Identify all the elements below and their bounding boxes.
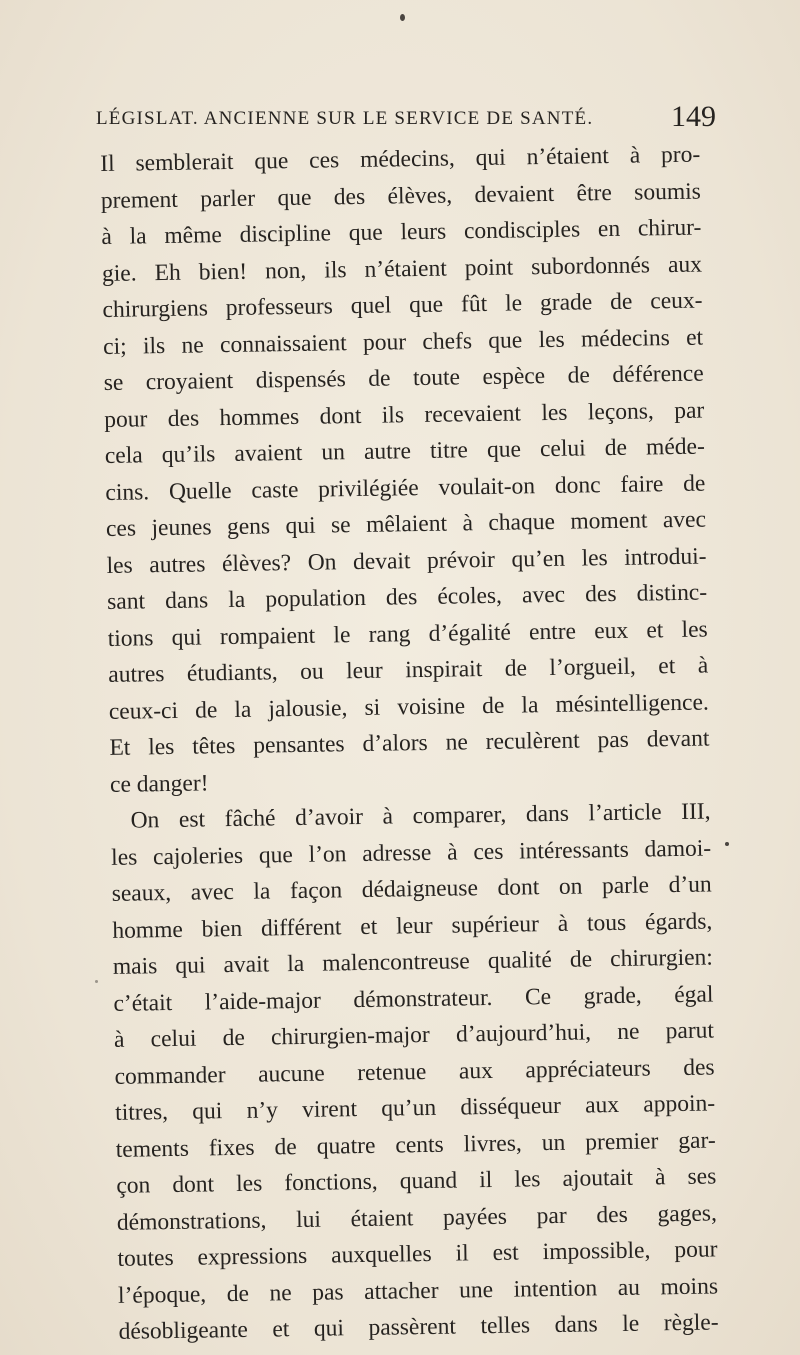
text-line: sant dans la population des écoles, avec des distinc- <box>106 579 708 615</box>
text-line: désobligeante et qui passèrent telles dans le règle- <box>118 1309 719 1345</box>
text-line: commander aucune retenue aux appréciateurs des <box>114 1053 715 1090</box>
text-line: ceux-ci de la jalousie, si voisine de la mésintelligence. <box>108 689 710 725</box>
ink-speck <box>400 14 405 21</box>
text-line: les cajoleries que l’on adresse à ces intéressants damoi- <box>110 834 712 871</box>
text-line: çon dont les fonctions, quand il les ajoutait à ses <box>116 1163 717 1199</box>
text-line: prement parler que des élèves, devaient être soumis <box>100 178 701 214</box>
ink-speck <box>725 842 729 846</box>
text-line: homme bien différent et leur supérieur à tous égards, <box>112 907 713 944</box>
text-line: Il semblerait que ces médecins, qui n’étaient à pro- <box>100 141 701 177</box>
page-number: 149 <box>671 100 716 133</box>
text-line: pour des hommes dont ils recevaient les leçons, par <box>104 397 705 433</box>
text-line: cela qu’ils avaient un autre titre que celui de méde- <box>104 433 705 469</box>
ink-speck <box>95 980 98 983</box>
text-line: tements fixes de quatre cents livres, un premier gar- <box>115 1126 716 1163</box>
text-line: On est fâché d’avoir à comparer, dans l’article III, <box>130 798 711 834</box>
text-line: à celui de chirurgien-major d’aujourd’hui, ne parut <box>113 1017 715 1053</box>
text-line: chirurgiens professeurs quel que fût le grade de ceux- <box>102 287 703 323</box>
text-line: l’époque, de ne pas attacher une intention au moins <box>117 1272 719 1309</box>
text-line: autres étudiants, ou leur inspirait de l’orgueil, et à <box>108 652 709 688</box>
text-line: toutes expressions auxquelles il est impossible, pour <box>117 1236 718 1272</box>
text-line: Et les têtes pensantes d’alors ne reculèrent pas devant <box>109 725 710 761</box>
running-head <box>96 100 716 136</box>
body-text <box>100 137 719 1351</box>
text-line: c’était l’aide-major démonstrateur. Ce grade, égal <box>113 980 714 1017</box>
text-line: seaux, avec la façon dédaigneuse dont on parle d’un <box>111 871 712 907</box>
text-line: à la même discipline que leurs condisciples en chirur- <box>101 214 702 250</box>
text-line: démonstrations, lui étaient payées par des gages, <box>116 1199 718 1236</box>
text-line: ci; ils ne connaissaient pour chefs que les médecins et <box>102 324 704 360</box>
text-line: ce danger! <box>109 769 209 798</box>
text-line: mais qui avait la malencontreuse qualité de chirurgien: <box>112 944 714 980</box>
text-line: ces jeunes gens qui se mêlaient à chaque moment avec <box>105 506 707 542</box>
running-title: LÉGISLAT. ANCIENNE SUR LE SERVICE DE SANTÉ. <box>96 108 594 129</box>
text-line: cins. Quelle caste privilégiée voulait-on donc faire de <box>105 470 706 506</box>
text-line: titres, qui n’y virent qu’un disséqueur aux appoin- <box>114 1090 716 1126</box>
text-line: tions qui rompaient le rang d’égalité entre eux et les <box>107 616 708 652</box>
text-line: les autres élèves? On devait prévoir qu’en les introdui- <box>106 543 707 579</box>
text-line: se croyaient dispensés de toute espèce de déférence <box>103 360 704 396</box>
text-line: gie. Eh bien! non, ils n’étaient point subordonnés aux <box>101 251 703 287</box>
